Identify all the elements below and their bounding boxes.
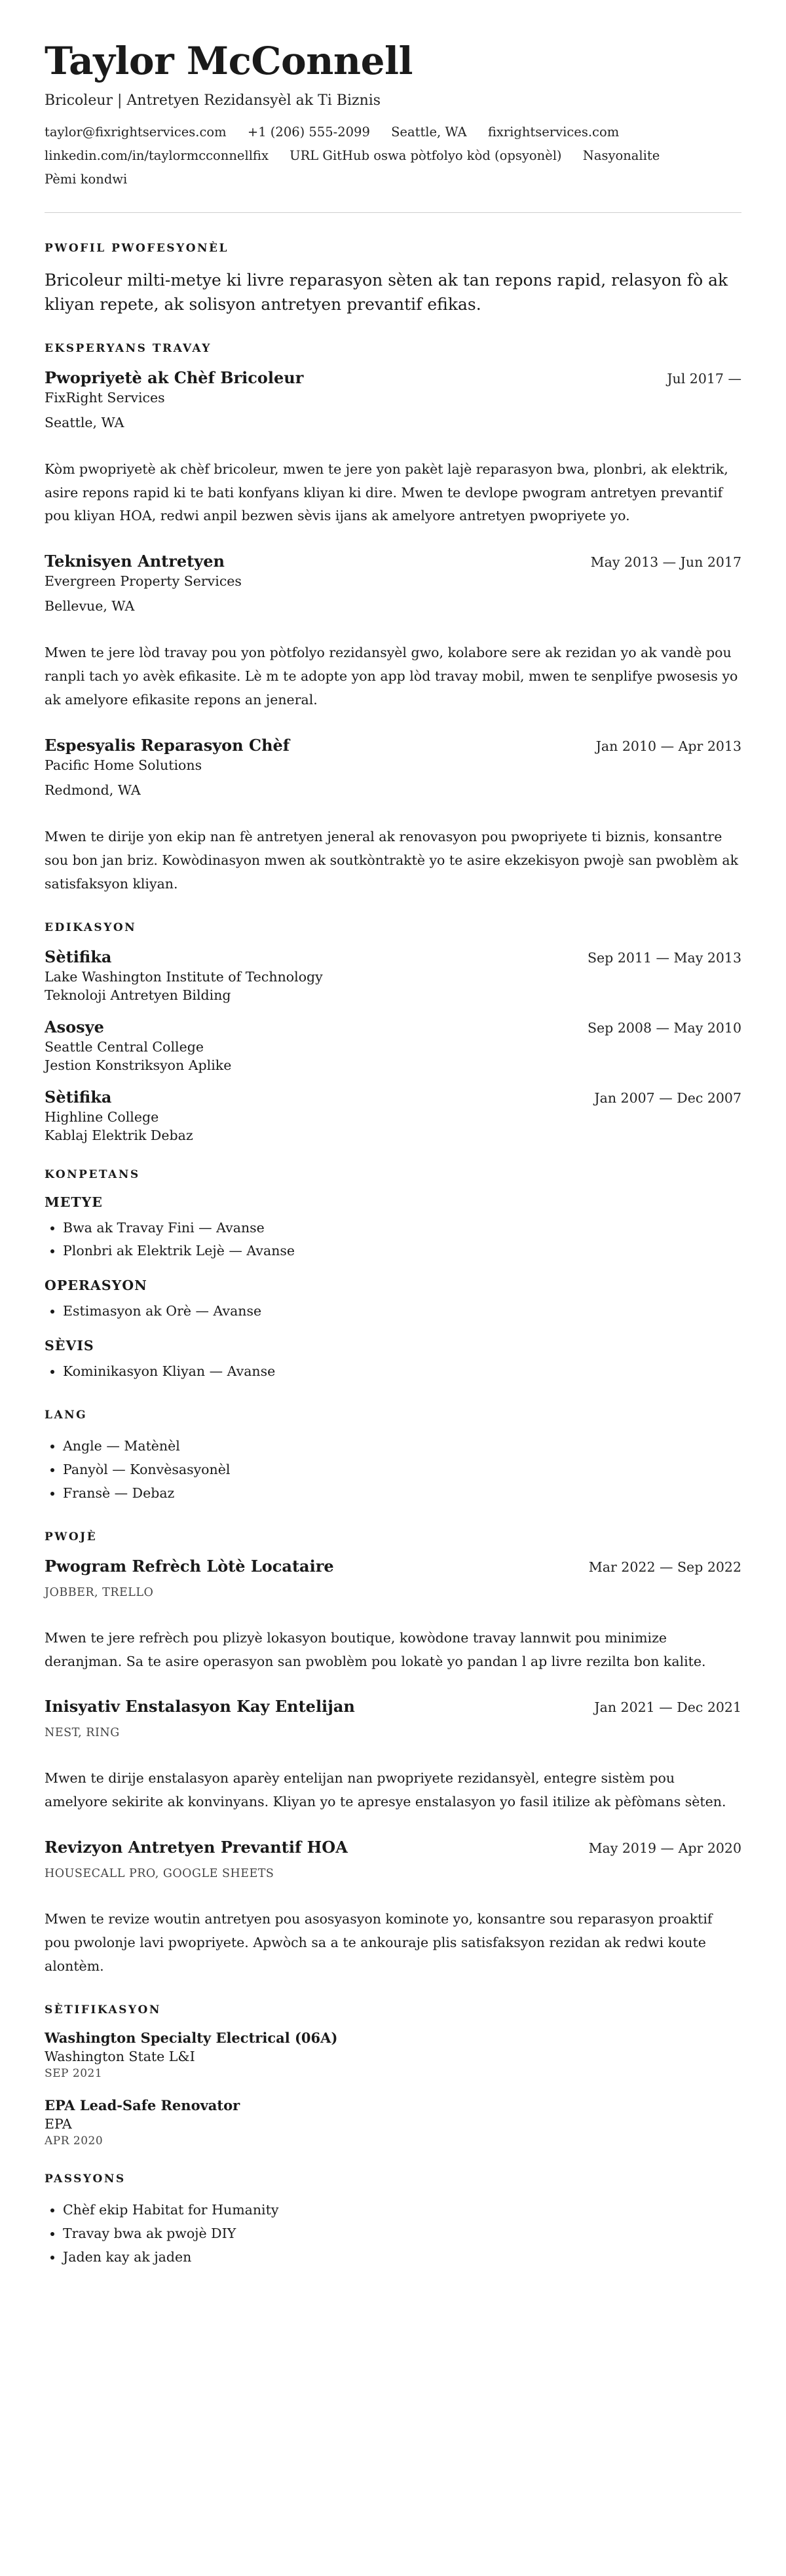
skill-item: • Plonbri ak Elektrik Lejè — Avanse bbox=[63, 1240, 741, 1263]
header-divider bbox=[45, 212, 741, 213]
study-field: Kablaj Elektrik Debaz bbox=[45, 1127, 193, 1143]
job-title: Pwopriyetè ak Chèf Bricoleur bbox=[45, 368, 304, 387]
section-title: EDIKASYON bbox=[45, 920, 137, 934]
experience-entry bbox=[45, 552, 741, 712]
profile-summary: Bricoleur milti-metye ki livre reparasyon sèten ak tan repons rapid, relasyon fò ak kliyan repete, ak solisyon antretyen prevantif efikas. bbox=[45, 270, 728, 314]
job-description: Kòm pwopriyetè ak chèf bricoleur, mwen te jere yon pakèt lajè reparasyon bwa, plonbri, ak elektrik, asire repons rapid ki te bati konfyans kliyan ki dire. Mwen te devlope pwogram antretyen prevantif pou kliyan HOA, redwi anpil bezwen sèvis ijans ak amelyore antretyen pwopriyete yo. bbox=[45, 461, 728, 524]
language-item: • Fransè — Debaz bbox=[63, 1482, 741, 1506]
study-field: Jestion Konstriksyon Aplike bbox=[45, 1057, 232, 1073]
job-dates: Jul 2017 — bbox=[667, 370, 741, 387]
skill-category: METYE bbox=[45, 1194, 103, 1210]
education-dates: Jan 2007 — Dec 2007 bbox=[594, 1089, 741, 1106]
hobby-list bbox=[45, 2199, 741, 2269]
language-item: • Angle — Matènèl bbox=[63, 1435, 741, 1458]
experience-entry bbox=[45, 736, 741, 896]
project-tools: HOUSECALL PRO, GOOGLE SHEETS bbox=[45, 1867, 274, 1881]
experience-section bbox=[45, 342, 741, 896]
project-description: Mwen te revize woutin antretyen pou asosyasyon kominote yo, konsantre sou reparasyon proaktif pou pwolonje lavi pwopriyete. Apwòch sa a te ankouraje plis satisfaksyon rezidan ak redwi koute alontèm. bbox=[45, 1911, 713, 1974]
skill-item: • Kominikasyon Kliyan — Avanse bbox=[63, 1360, 741, 1384]
skill-list bbox=[45, 1217, 741, 1264]
job-description: Mwen te dirije yon ekip nan fè antretyen jeneral ak renovasyon pou pwopriyete ti biznis, konsantre sou bon jan briz. Kowòdinasyon mwen ak soutkòntraktè yo te asire ekzekisyon pwojè san pwoblèm ak satisfaksyon kliyan. bbox=[45, 828, 739, 892]
certification-date: SEP 2021 bbox=[45, 2066, 103, 2080]
contact-phone[interactable]: +1 (206) 555-2099 bbox=[247, 124, 370, 140]
candidate-name: Taylor McConnell bbox=[45, 39, 413, 83]
contact-portfolio: URL GitHub oswa pòtfolyo kòd (opsyonèl) bbox=[290, 147, 562, 163]
contact-email[interactable]: taylor@fixrightservices.com bbox=[45, 124, 227, 140]
hobbies-section bbox=[45, 2172, 741, 2269]
section-title: EKSPERYANS TRAVAY bbox=[45, 341, 212, 355]
contact-license: Pèmi kondwi bbox=[45, 171, 128, 187]
job-dates: May 2013 — Jun 2017 bbox=[590, 554, 741, 571]
candidate-tagline: Bricoleur | Antretyen Rezidansyèl ak Ti Biznis bbox=[45, 92, 381, 109]
section-title: LANG bbox=[45, 1409, 88, 1422]
language-list bbox=[45, 1435, 741, 1506]
project-name: Inisyativ Enstalasyon Kay Entelijan bbox=[45, 1697, 355, 1716]
project-entry bbox=[45, 1557, 741, 1674]
skill-item: • Bwa ak Travay Fini — Avanse bbox=[63, 1217, 741, 1240]
skill-list bbox=[45, 1360, 741, 1384]
project-tools: JOBBER, TRELLO bbox=[45, 1585, 154, 1599]
job-title: Teknisyen Antretyen bbox=[45, 552, 225, 571]
job-title: Espesyalis Reparasyon Chèf bbox=[45, 735, 290, 755]
degree-title: Asosye bbox=[45, 1017, 104, 1036]
study-field: Teknoloji Antretyen Bilding bbox=[45, 987, 231, 1003]
project-dates: Mar 2022 — Sep 2022 bbox=[588, 1559, 741, 1575]
certification-name: EPA Lead-Safe Renovator bbox=[45, 2096, 240, 2113]
skill-list bbox=[45, 1300, 741, 1323]
certification-issuer: Washington State L&I bbox=[45, 2048, 195, 2064]
section-title: PASSYONS bbox=[45, 2172, 126, 2186]
projects-section bbox=[45, 1530, 741, 1979]
job-location: Bellevue, WA bbox=[45, 598, 135, 615]
language-item: • Panyòl — Konvèsasyonèl bbox=[63, 1458, 741, 1482]
education-section bbox=[45, 921, 741, 1143]
degree-title: Sètifika bbox=[45, 1087, 112, 1107]
education-entry bbox=[45, 1017, 741, 1073]
contact-nationality: Nasyonalite bbox=[582, 147, 660, 163]
certification-entry bbox=[45, 2097, 741, 2148]
hobby-item: • Travay bwa ak pwojè DIY bbox=[63, 2222, 741, 2246]
project-entry bbox=[45, 1697, 741, 1814]
degree-title: Sètifika bbox=[45, 947, 112, 966]
certification-date: APR 2020 bbox=[45, 2134, 103, 2148]
project-description: Mwen te dirije enstalasyon aparèy entelijan nan pwopriyete rezidansyèl, entegre sistèm pou amelyore sekirite ak konvinyans. Kliyan yo te apresye enstalasyon yo fasil itilize ak pèfòmans sèten. bbox=[45, 1770, 726, 1810]
section-title: PWOJÈ bbox=[45, 1530, 98, 1544]
project-dates: Jan 2021 — Dec 2021 bbox=[594, 1699, 741, 1716]
job-location: Seattle, WA bbox=[45, 414, 124, 430]
resume-header bbox=[45, 39, 741, 191]
hobby-item: • Chèf ekip Habitat for Humanity bbox=[63, 2199, 741, 2222]
education-dates: Sep 2011 — May 2013 bbox=[588, 949, 741, 966]
project-name: Pwogram Refrèch Lòtè Locataire bbox=[45, 1556, 334, 1576]
project-name: Revizyon Antretyen Prevantif HOA bbox=[45, 1838, 348, 1857]
contact-info bbox=[45, 121, 741, 191]
contact-website[interactable]: fixrightservices.com bbox=[487, 124, 620, 140]
contact-location: Seattle, WA bbox=[391, 124, 467, 140]
section-title: PWOFIL PWOFESYONÈL bbox=[45, 241, 229, 255]
education-entry bbox=[45, 947, 741, 1003]
school-name: Seattle Central College bbox=[45, 1038, 204, 1055]
job-company: Pacific Home Solutions bbox=[45, 757, 202, 773]
experience-entry bbox=[45, 368, 741, 529]
certification-name: Washington Specialty Electrical (06A) bbox=[45, 2029, 338, 2046]
certification-entry bbox=[45, 2030, 741, 2080]
school-name: Lake Washington Institute of Technology bbox=[45, 968, 323, 985]
project-entry bbox=[45, 1838, 741, 1979]
skill-category: SÈVIS bbox=[45, 1338, 94, 1354]
education-entry bbox=[45, 1088, 741, 1143]
school-name: Highline College bbox=[45, 1108, 159, 1125]
job-company: FixRight Services bbox=[45, 389, 165, 406]
job-description: Mwen te jere lòd travay pou yon pòtfolyo rezidansyèl gwo, kolabore sere ak rezidan yo ak vandè pou ranpli tach yo avèk efikasite. Lè m te adopte yon app lòd travay mobil, mwen te senplifye pwosesis yo ak amelyore efikasite repons an jeneral. bbox=[45, 645, 738, 708]
section-title: KONPETANS bbox=[45, 1167, 140, 1181]
skills-section bbox=[45, 1168, 741, 1384]
contact-linkedin[interactable]: linkedin.com/in/taylormcconnellfix bbox=[45, 147, 269, 163]
job-location: Redmond, WA bbox=[45, 782, 141, 798]
project-description: Mwen te jere refrèch pou plizyè lokasyon boutique, kowòdone travay lannwit pou minimize deranjman. Sa te asire operasyon san pwoblèm pou lokatè yo pandan l ap livre rezilta bon kalite. bbox=[45, 1629, 706, 1669]
section-title: SÈTIFIKASYON bbox=[45, 2003, 161, 2017]
job-dates: Jan 2010 — Apr 2013 bbox=[595, 738, 741, 754]
skill-item: • Estimasyon ak Orè — Avanse bbox=[63, 1300, 741, 1323]
languages-section bbox=[45, 1409, 741, 1506]
skill-category: OPERASYON bbox=[45, 1278, 147, 1294]
project-tools: NEST, RING bbox=[45, 1726, 120, 1740]
hobby-item: • Jaden kay ak jaden bbox=[63, 2246, 741, 2269]
education-dates: Sep 2008 — May 2010 bbox=[588, 1019, 741, 1036]
project-dates: May 2019 — Apr 2020 bbox=[588, 1840, 741, 1857]
certifications-section bbox=[45, 2003, 741, 2148]
profile-section bbox=[45, 242, 741, 317]
certification-issuer: EPA bbox=[45, 2115, 72, 2132]
job-company: Evergreen Property Services bbox=[45, 573, 242, 590]
